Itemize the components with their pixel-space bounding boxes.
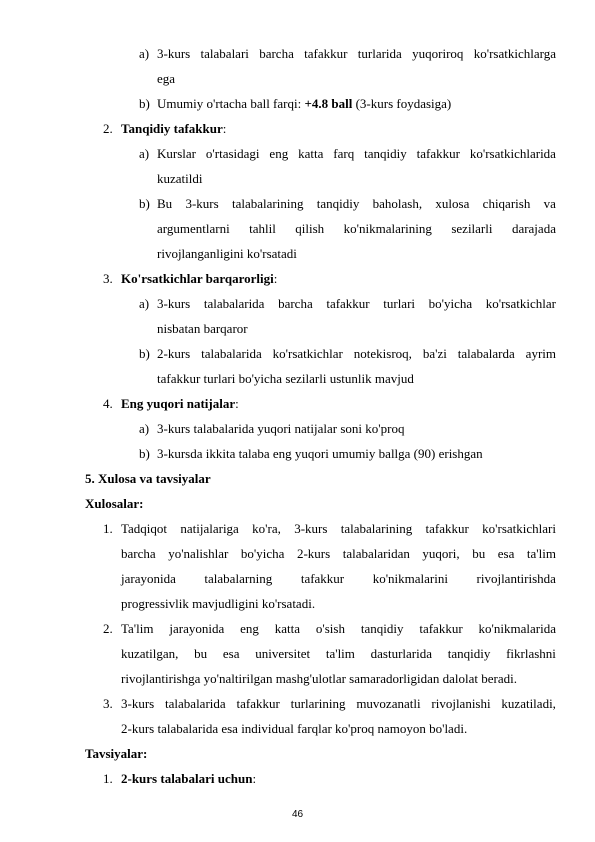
list-marker-a: a)	[139, 421, 150, 436]
item1-b-text: Umumiy o'rtacha ball farqi: +4.8 ball (3-kurs foydasiga)	[157, 96, 452, 111]
word: yuqori,	[422, 546, 460, 561]
ball-difference: +4.8 ball	[304, 96, 353, 111]
word: tafakkur	[304, 46, 348, 61]
page-number: 46	[291, 809, 304, 820]
conclusion1-line2	[121, 546, 556, 562]
word: argumentlarni	[157, 221, 230, 236]
word: jarayonida	[121, 571, 176, 586]
conclusion3-line1	[121, 696, 556, 712]
conclusion1-number: 1.	[103, 521, 113, 536]
word: katta	[298, 146, 324, 161]
word: fikrlashni	[506, 646, 556, 661]
word: tafakkur	[416, 146, 460, 161]
word: barcha	[278, 296, 313, 311]
word: xulosa	[435, 196, 470, 211]
word: talabalarining	[340, 521, 413, 536]
word: bo'yicha	[240, 546, 285, 561]
word: bu	[194, 646, 208, 661]
word: jarayonida	[169, 621, 225, 636]
word: farq	[333, 146, 355, 161]
word: barcha	[259, 46, 294, 61]
item1-a-line2: ega	[157, 71, 176, 86]
word: rivojlanishi	[431, 696, 491, 711]
word: talabalarida	[165, 696, 226, 711]
word: tafakkur	[236, 696, 280, 711]
item3-a-line2: nisbatan barqaror	[157, 321, 248, 336]
word: qilish	[295, 221, 325, 236]
word: tafakkur	[300, 571, 345, 586]
word: dasturlarida	[370, 646, 433, 661]
word: o'sish	[315, 621, 345, 636]
word: turlari	[383, 296, 416, 311]
word: esa	[497, 546, 515, 561]
word: bu	[472, 546, 486, 561]
item3-number: 3.	[103, 271, 113, 286]
word: eng	[269, 146, 289, 161]
word: 3-kurs	[185, 196, 219, 211]
word: tanqidiy	[316, 196, 360, 211]
list-marker-a: a)	[139, 146, 150, 161]
word: ta'lim	[526, 546, 556, 561]
word: yo'nalishlar	[168, 546, 229, 561]
word: kuzatilgan,	[121, 646, 179, 661]
list-marker-a: a)	[139, 46, 150, 61]
word: eng	[240, 621, 259, 636]
item2-b-line3: rivojlanganligini ko'rsatadi	[157, 246, 297, 261]
conclusion3-line2: 2-kurs talabalarida esa individual farqlar ko'proq namoyon bo'ladi.	[121, 721, 468, 736]
section-heading: 5. Xulosa va tavsiyalar	[85, 471, 211, 486]
word: talabalarida	[201, 346, 262, 361]
word: baholash,	[372, 196, 423, 211]
word: ko'nikmalarining	[343, 221, 432, 236]
conclusion1-line1	[121, 521, 556, 537]
word: darajada	[511, 221, 556, 236]
word: muvozanatli	[356, 696, 421, 711]
word: ta'lim	[325, 646, 355, 661]
word: bo'yicha	[428, 296, 473, 311]
conclusion2-number: 2.	[103, 621, 113, 636]
conclusion3-number: 3.	[103, 696, 113, 711]
item3-b-line1	[157, 346, 556, 362]
word: universitet	[255, 646, 311, 661]
word: Kurslar	[157, 146, 196, 161]
word: ko'rsatkichlar	[485, 296, 556, 311]
word: ko'ra,	[252, 521, 281, 536]
word: kuzatiladi,	[501, 696, 556, 711]
conclusion1-line3	[121, 571, 556, 587]
word: yuqoriroq	[412, 46, 464, 61]
word: ba'zi	[422, 346, 447, 361]
item2-a-line1	[157, 146, 556, 162]
word: tafakkur	[419, 621, 463, 636]
word: talabalarda	[457, 346, 515, 361]
tavsiyalar-heading: Tavsiyalar:	[85, 746, 148, 761]
word: Ta'lim	[121, 621, 154, 636]
word: 2-kurs	[296, 546, 331, 561]
word: 3-kurs	[157, 296, 191, 311]
word: o'rtasidagi	[205, 146, 260, 161]
list-marker-b: b)	[139, 446, 150, 461]
word: 3-kurs	[294, 521, 328, 536]
item2-heading: Tanqidiy tafakkur:	[121, 121, 227, 136]
word: ko'rsatkichlari	[482, 521, 556, 536]
list-marker-b: b)	[139, 196, 150, 211]
item2-b-line2	[157, 221, 556, 237]
word: tanqidiy	[447, 646, 491, 661]
conclusion2-line1	[121, 621, 556, 637]
word: tanqidiy	[364, 146, 407, 161]
recommendation1-heading: 2-kurs talabalari uchun:	[121, 771, 257, 786]
word: tafakkur	[425, 521, 469, 536]
item2-a-line2: kuzatildi	[157, 171, 203, 186]
word: barcha	[121, 546, 156, 561]
word: esa	[222, 646, 240, 661]
item2-b-line1	[157, 196, 556, 212]
word: ko'rsatkichlar	[272, 346, 343, 361]
word: rivojlantirishda	[476, 571, 556, 586]
word: tanqidiy	[360, 621, 404, 636]
item4-heading: Eng yuqori natijalar:	[121, 396, 239, 411]
word: tafakkur	[326, 296, 370, 311]
word: talabalarida	[203, 296, 265, 311]
item4-a-text: 3-kurs talabalarida yuqori natijalar soni ko'proq	[157, 421, 405, 436]
word: 3-kurs	[121, 696, 155, 711]
word: turlarida	[357, 46, 402, 61]
item2-number: 2.	[103, 121, 113, 136]
recommendation1-number: 1.	[103, 771, 113, 786]
word: ko'nikmalarida	[478, 621, 556, 636]
word: chiqarish	[482, 196, 531, 211]
list-marker-b: b)	[139, 346, 150, 361]
list-marker-b: b)	[139, 96, 150, 111]
item3-a-line1	[157, 296, 556, 312]
word: ko'rsatkichlarga	[473, 46, 556, 61]
word: talabalari	[200, 46, 249, 61]
word: ayrim	[525, 346, 556, 361]
word: va	[543, 196, 556, 211]
word: turlarining	[290, 696, 346, 711]
word: notekisroq,	[353, 346, 412, 361]
word: ko'rsatkichlarida	[469, 146, 556, 161]
word: talabalarining	[231, 196, 304, 211]
xulosalar-heading: Xulosalar:	[85, 496, 144, 511]
word: 2-kurs	[157, 346, 191, 361]
list-marker-a: a)	[139, 296, 150, 311]
word: talabalarning	[204, 571, 273, 586]
conclusion1-line4: progressivlik mavjudligini ko'rsatadi.	[121, 596, 316, 611]
item1-a-line1	[157, 46, 556, 62]
item4-b-text: 3-kursda ikkita talaba eng yuqori umumiy ballga (90) erishgan	[157, 446, 483, 461]
word: natijalariga	[180, 521, 239, 536]
item3-b-line2: tafakkur turlari bo'yicha sezilarli ustunlik mavjud	[157, 371, 414, 386]
word: ko'nikmalarini	[372, 571, 448, 586]
word: Bu	[157, 196, 173, 211]
word: katta	[274, 621, 301, 636]
word: sezilarli	[451, 221, 493, 236]
word: Tadqiqot	[121, 521, 168, 536]
conclusion2-line3: rivojlantirishga yo'naltirilgan mashg'ulotlar samaradorligidan dalolat beradi.	[121, 671, 518, 686]
word: 3-kurs	[157, 46, 191, 61]
item3-heading: Ko'rsatkichlar barqarorligi:	[121, 271, 278, 286]
conclusion2-line2	[121, 646, 556, 662]
word: talabalaridan	[342, 546, 410, 561]
word: tahlil	[249, 221, 276, 236]
item4-number: 4.	[103, 396, 113, 411]
